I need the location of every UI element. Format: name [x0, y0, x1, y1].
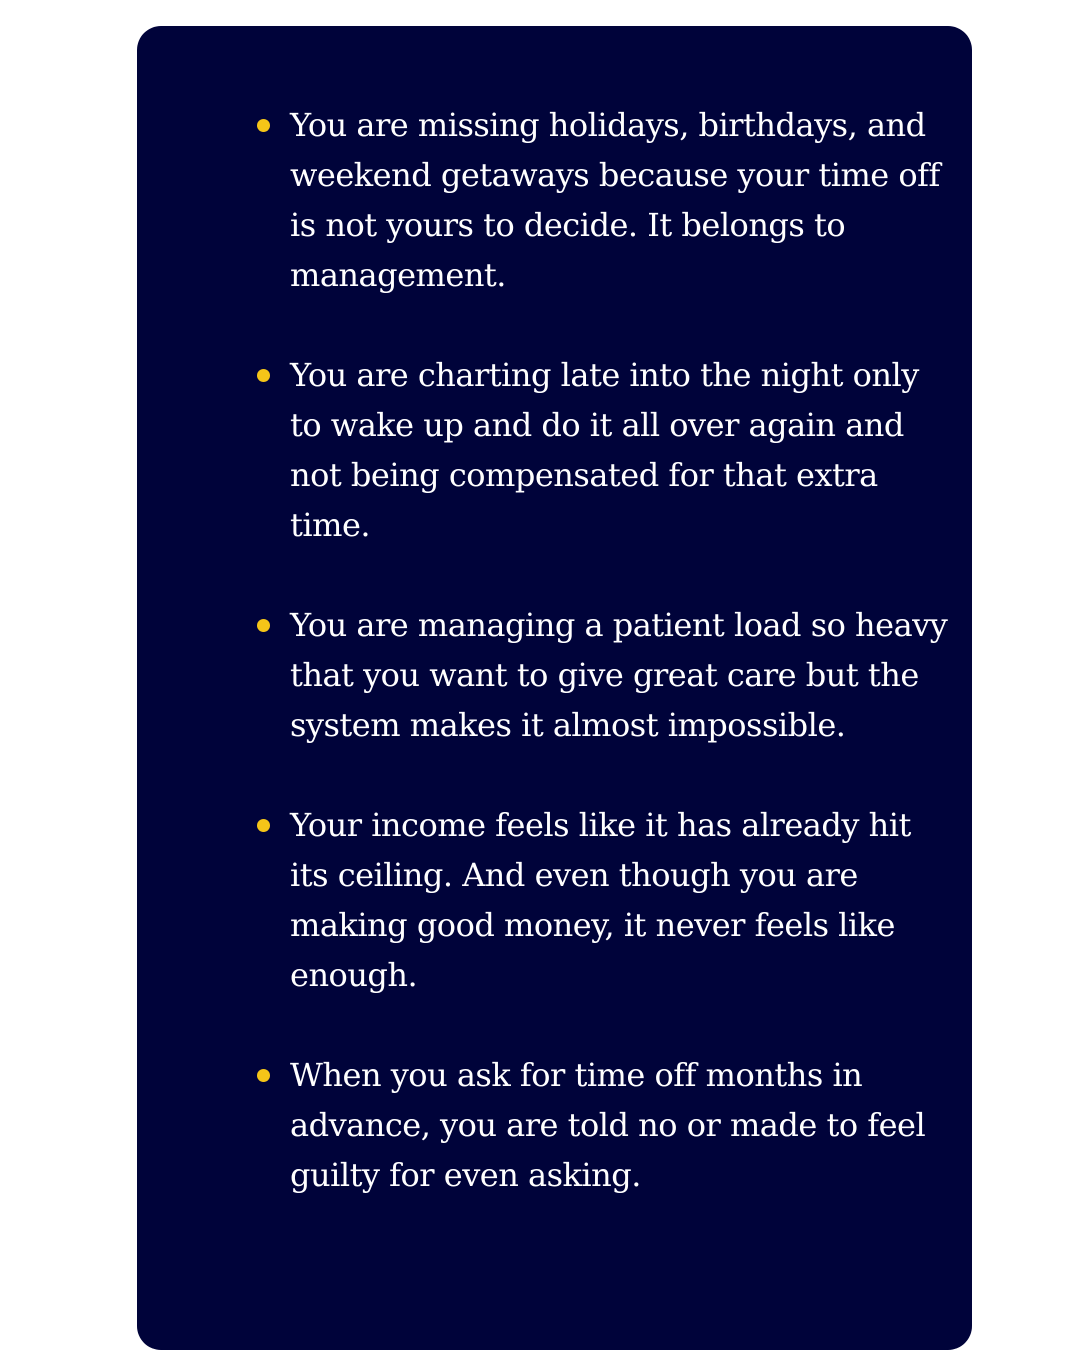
content-card	[137, 26, 972, 1350]
bullet-dot-icon	[257, 369, 270, 382]
list-item	[257, 350, 957, 550]
list-item-text: Your income feels like it has already hit its ceiling. And even though you are making good money, it never feels like enough.	[290, 806, 911, 994]
list-item	[257, 100, 957, 300]
list-item	[257, 1050, 957, 1200]
bullet-dot-icon	[257, 619, 270, 632]
pain-points-list	[257, 100, 957, 1250]
bullet-dot-icon	[257, 1069, 270, 1082]
bullet-dot-icon	[257, 819, 270, 832]
list-item	[257, 600, 957, 750]
bullet-dot-icon	[257, 119, 270, 132]
list-item-text: You are missing holidays, birthdays, and weekend getaways because your time off is not yours to decide. It belongs to management.	[290, 106, 940, 294]
list-item-text: You are charting late into the night only to wake up and do it all over again and not being compensated for that extra time.	[290, 356, 919, 544]
list-item	[257, 800, 957, 1000]
list-item-text: When you ask for time off months in advance, you are told no or made to feel guilty for even asking.	[290, 1056, 926, 1194]
list-item-text: You are managing a patient load so heavy that you want to give great care but the system makes it almost impossible.	[290, 606, 948, 744]
